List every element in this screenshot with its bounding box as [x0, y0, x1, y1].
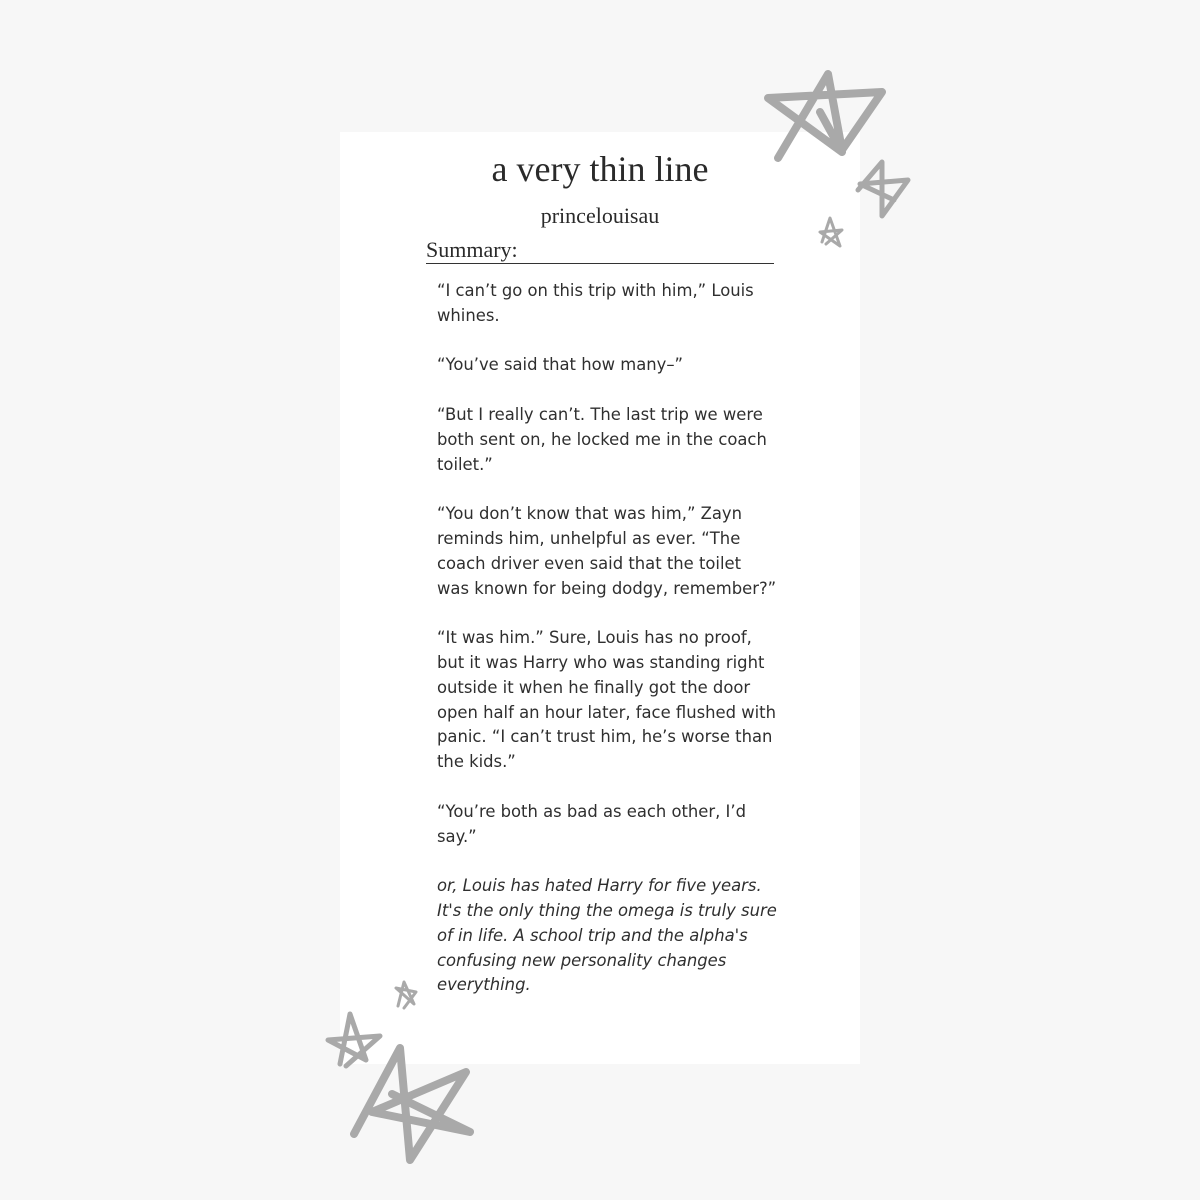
work-author: princelouisau — [540, 203, 660, 228]
summary-paragraph: “But I really can’t. The last trip we were both sent on, he locked me in the coach toilet.” — [437, 404, 767, 474]
summary-heading: Summary: — [426, 237, 774, 264]
summary-paragraph: “I can’t go on this trip with him,” Louis whines. — [437, 281, 754, 325]
summary-paragraph: “It was him.” Sure, Louis has no proof, but it was Harry who was standing right outside it when he finally got the door open half an hour later, face flushed with panic. “I can’t trust him, he’s worse than the kids.” — [437, 628, 776, 772]
summary-paragraph: “You’ve said that how many–” — [437, 355, 684, 375]
summary-paragraph: “You’re both as bad as each other, I’d say.” — [437, 801, 747, 846]
summary-paragraph: “You don’t know that was him,” Zayn reminds him, unhelpful as ever. “The coach driver even said that the toilet was known for being dodgy, remember?” — [437, 504, 777, 598]
summary-tagline: or, Louis has hated Harry for five years. It's the only thing the omega is truly sure of in life. A school trip and the alpha's confusing new personality changes everything. — [437, 876, 777, 995]
work-title: a very thin line — [491, 149, 709, 189]
